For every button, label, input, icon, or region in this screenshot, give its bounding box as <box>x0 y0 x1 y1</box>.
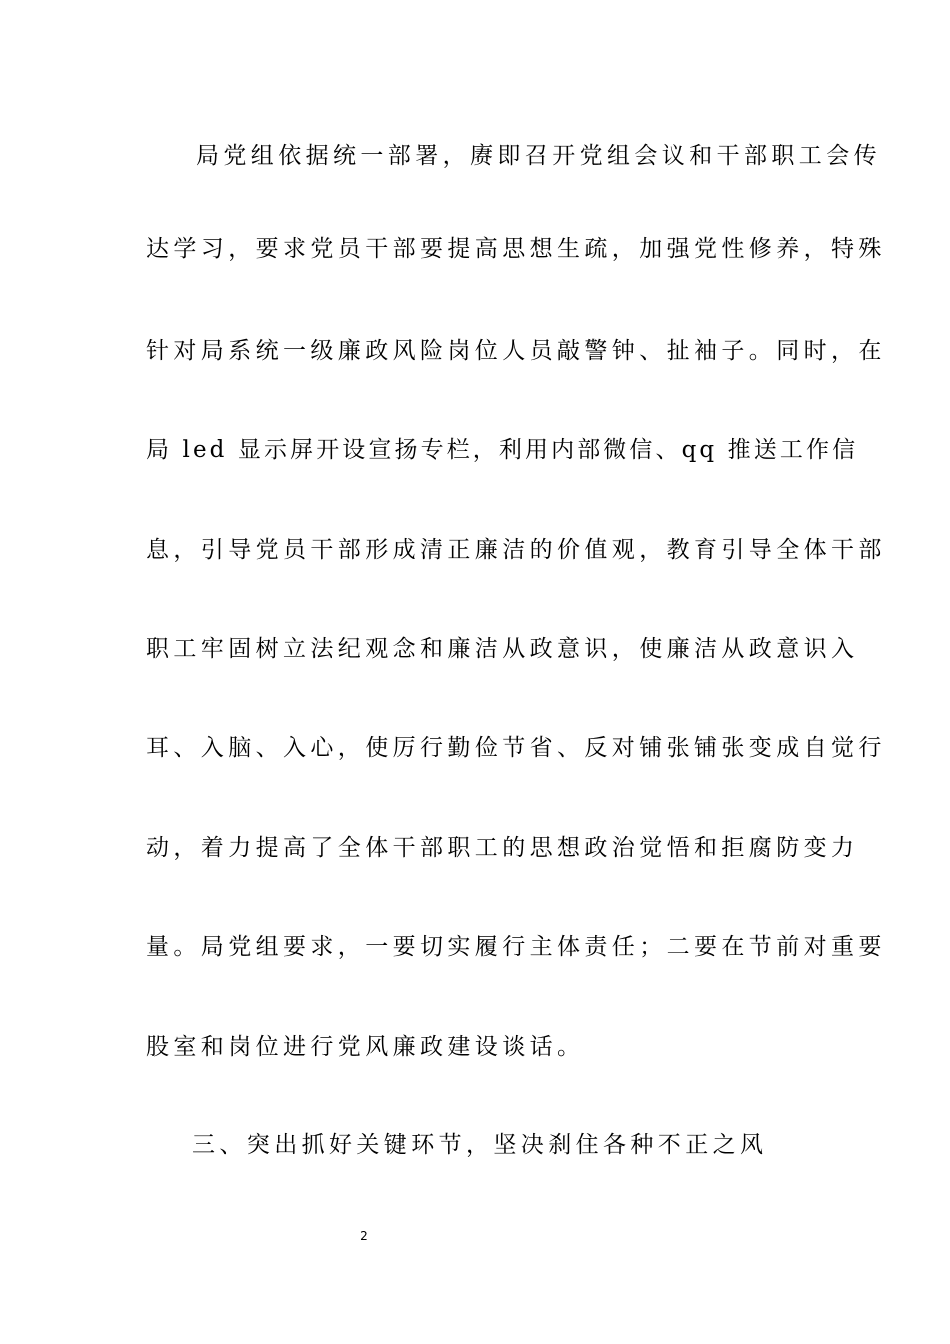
paragraph-line-6: 职工牢固树立法纪观念和廉洁从政意识，使廉洁从政意识入 <box>146 636 859 662</box>
paragraph-line-2: 达学习，要求党员干部要提高思想生疏，加强党性修养，特殊 <box>146 236 886 262</box>
paragraph-line-8: 动，着力提高了全体干部职工的思想政治觉悟和拒腐防变力 <box>146 835 859 861</box>
paragraph-line-1: 局党组依据统一部署，赓即召开党组会议和干部职工会传 <box>196 143 881 169</box>
paragraph-line-9: 量。局党组要求，一要切实履行主体责任；二要在节前对重要 <box>146 934 886 960</box>
page-number: 2 <box>360 1229 368 1243</box>
paragraph-line-3: 针对局系统一级廉政风险岗位人员敲警钟、扯袖子。同时，在 <box>146 338 886 364</box>
paragraph-line-5: 息，引导党员干部形成清正廉洁的价值观，教育引导全体干部 <box>146 537 886 563</box>
paragraph-line-4: 局 led 显示屏开设宣扬专栏，利用内部微信、qq 推送工作信 <box>146 437 859 463</box>
paragraph-line-7: 耳、入脑、入心，使厉行勤俭节省、反对铺张铺张变成自觉行 <box>146 735 886 761</box>
section-heading: 三、突出抓好关键环节，坚决刹住各种不正之风 <box>192 1132 768 1158</box>
paragraph-line-10: 股室和岗位进行党风廉政建设谈话。 <box>146 1034 585 1060</box>
